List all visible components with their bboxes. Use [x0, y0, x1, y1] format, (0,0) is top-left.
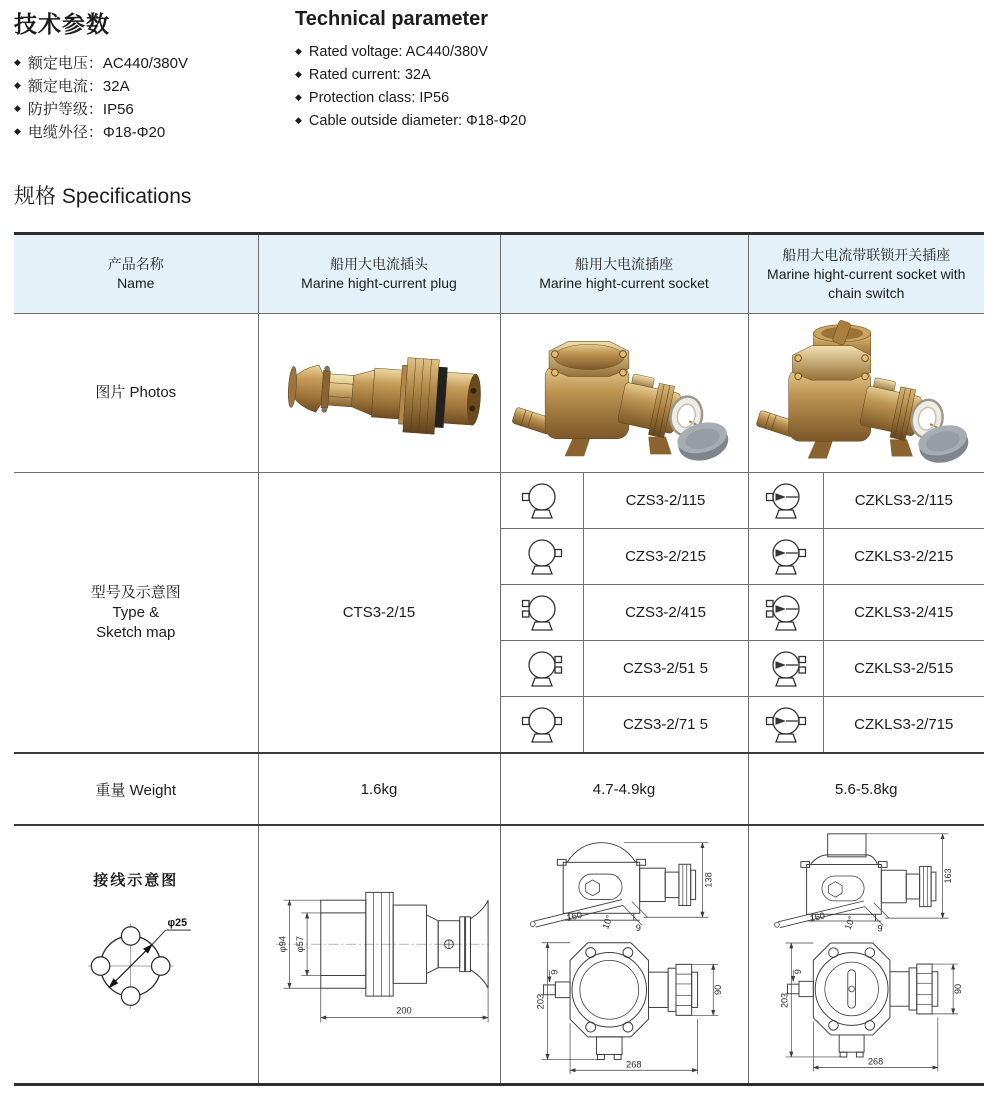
chain-model: CZKLS3-2/115: [823, 473, 984, 529]
svg-text:9: 9: [793, 969, 804, 975]
chain-weight: 5.6-5.8kg: [748, 753, 984, 825]
outlet-stub-left-icon: [500, 473, 583, 529]
photos-row: [14, 314, 984, 473]
tech-param-item: [295, 109, 526, 132]
switch-outlet-stub-right-icon: [748, 529, 823, 585]
outlet-stub-right-double-icon: [500, 641, 583, 697]
socket-model: CZS3-2/215: [583, 529, 748, 585]
tech-param-item: [14, 74, 188, 97]
tech-params-cn-title: 技术参数: [14, 11, 110, 37]
outlet-stub-right-icon: [500, 529, 583, 585]
weight-row: [14, 753, 984, 825]
switch-outlet-stub-left-icon: [748, 473, 823, 529]
socket-model: CZS3-2/415: [583, 585, 748, 641]
type-label-cn: 型号及示意图: [90, 583, 181, 601]
svg-text:90: 90: [953, 983, 964, 995]
wiring-diagram-label: 接线示意图: [93, 872, 179, 889]
plug-dimension-drawing: [264, 864, 494, 1045]
diamond-bullet-icon: ◆: [295, 69, 302, 79]
type-label-en2: Sketch map: [96, 623, 176, 641]
tech-params-cn-list: [14, 51, 188, 143]
svg-text:160: 160: [565, 909, 583, 924]
diamond-bullet-icon: ◆: [14, 57, 21, 67]
tech-params-en-section: [295, 8, 526, 132]
svg-text:163: 163: [943, 868, 954, 884]
sketch-row: [14, 825, 984, 1085]
col-header-socket-en: Marine hight-current socket: [539, 275, 709, 291]
svg-text:10°: 10°: [600, 913, 615, 931]
tech-param-text: 额定电流：32A: [27, 78, 130, 95]
socket-weight: 4.7-4.9kg: [500, 753, 748, 825]
chain-socket-photo-cell: [748, 314, 984, 473]
col-header-chain-switch: [748, 234, 984, 314]
socket-dimension-drawing: [506, 827, 742, 1082]
svg-text:203: 203: [535, 993, 546, 1010]
plug-type-cell: CTS3-2/15: [258, 473, 500, 754]
svg-text:203: 203: [779, 992, 790, 1009]
tech-params-en-list: [295, 40, 526, 132]
diamond-bullet-icon: ◆: [14, 103, 21, 113]
tech-param-text: 电缆外径：Φ18-Φ20: [27, 124, 166, 141]
svg-text:200: 200: [396, 1005, 412, 1016]
socket-model: CZS3-2/51 5: [583, 641, 748, 697]
chain-switch-socket-dimension-drawing: [751, 830, 981, 1079]
col-header-socket-cn: 船用大电流插座: [575, 256, 673, 272]
specifications-table: [14, 232, 984, 1086]
col-header-chain-cn: 船用大电流带联锁开关插座: [782, 246, 951, 263]
col-header-name-en: Name: [117, 275, 155, 291]
svg-text:φ94: φ94: [277, 936, 288, 953]
col-header-socket: [500, 234, 748, 314]
wiring-diagram-cell: [14, 825, 258, 1085]
tech-param-text: Protection class: IP56: [308, 89, 450, 106]
socket-model: CZS3-2/115: [583, 473, 748, 529]
chain-socket-drawing-cell: [748, 825, 984, 1085]
svg-text:268: 268: [626, 1059, 642, 1070]
socket-photo-cell: [500, 314, 748, 473]
type-row-1: [14, 473, 984, 529]
socket-model: CZS3-2/71 5: [583, 697, 748, 754]
type-label-en1: Type &: [112, 603, 160, 621]
col-header-name-cn: 产品名称: [107, 256, 164, 272]
tech-params-cn-section: [14, 6, 188, 143]
outlet-stub-both-icon: [500, 697, 583, 754]
tech-param-text: Rated voltage: AC440/380V: [308, 43, 488, 60]
tech-param-text: 防护等级：IP56: [27, 101, 134, 118]
col-header-plug: [258, 234, 500, 314]
photos-row-label: 图片 Photos: [14, 314, 258, 473]
svg-text:φ25: φ25: [167, 917, 188, 930]
chain-model: CZKLS3-2/215: [823, 529, 984, 585]
outlet-stub-left-double-icon: [500, 585, 583, 641]
marine-socket-photo: [512, 320, 736, 466]
col-header-chain-en: Marine hight-current socket with chain switch: [767, 265, 966, 301]
weight-row-label: 重量 Weight: [14, 753, 258, 825]
svg-text:160: 160: [809, 910, 827, 924]
tech-params-en-title: Technical parameter: [295, 8, 489, 30]
tech-param-item: [14, 97, 188, 120]
diamond-bullet-icon: ◆: [14, 80, 21, 90]
tech-param-text: Cable outside diameter: Φ18-Φ20: [308, 112, 527, 129]
col-header-name: [14, 234, 258, 314]
diamond-bullet-icon: ◆: [14, 126, 21, 136]
tech-param-item: [14, 120, 188, 143]
switch-outlet-stub-both-icon: [748, 697, 823, 754]
specifications-heading: 规格 Specifications: [14, 185, 192, 208]
svg-text:9: 9: [635, 922, 641, 933]
type-row-label: [14, 473, 258, 754]
chain-model: CZKLS3-2/515: [823, 641, 984, 697]
pin-layout-diagram: [53, 894, 218, 1040]
tech-param-item: [14, 51, 188, 74]
svg-text:268: 268: [868, 1056, 884, 1067]
tech-param-text: 额定电压：AC440/380V: [27, 55, 188, 72]
chain-model: CZKLS3-2/415: [823, 585, 984, 641]
svg-text:9: 9: [877, 923, 883, 934]
svg-text:10°: 10°: [842, 914, 858, 931]
tech-param-item: [295, 63, 526, 86]
plug-photo-cell: [258, 314, 500, 473]
diamond-bullet-icon: ◆: [295, 92, 302, 102]
switch-outlet-stub-right-double-icon: [748, 641, 823, 697]
diamond-bullet-icon: ◆: [295, 115, 302, 125]
col-header-plug-en: Marine hight-current plug: [301, 275, 457, 291]
diamond-bullet-icon: ◆: [295, 46, 302, 56]
svg-text:9: 9: [549, 969, 560, 975]
marine-plug-photo: [276, 334, 482, 452]
tech-param-item: [295, 86, 526, 109]
col-header-plug-cn: 船用大电流插头: [330, 256, 428, 272]
socket-drawing-cell: [500, 825, 748, 1085]
table-header-row: [14, 234, 984, 314]
tech-param-text: Rated current: 32A: [308, 66, 431, 83]
chain-model: CZKLS3-2/715: [823, 697, 984, 754]
svg-text:138: 138: [703, 872, 714, 888]
switch-outlet-stub-left-double-icon: [748, 585, 823, 641]
svg-text:90: 90: [713, 984, 724, 995]
plug-drawing-cell: [258, 825, 500, 1085]
marine-chain-switch-socket-photo: [756, 319, 976, 468]
plug-weight: 1.6kg: [258, 753, 500, 825]
svg-text:φ57: φ57: [295, 936, 306, 953]
tech-param-item: [295, 40, 526, 63]
